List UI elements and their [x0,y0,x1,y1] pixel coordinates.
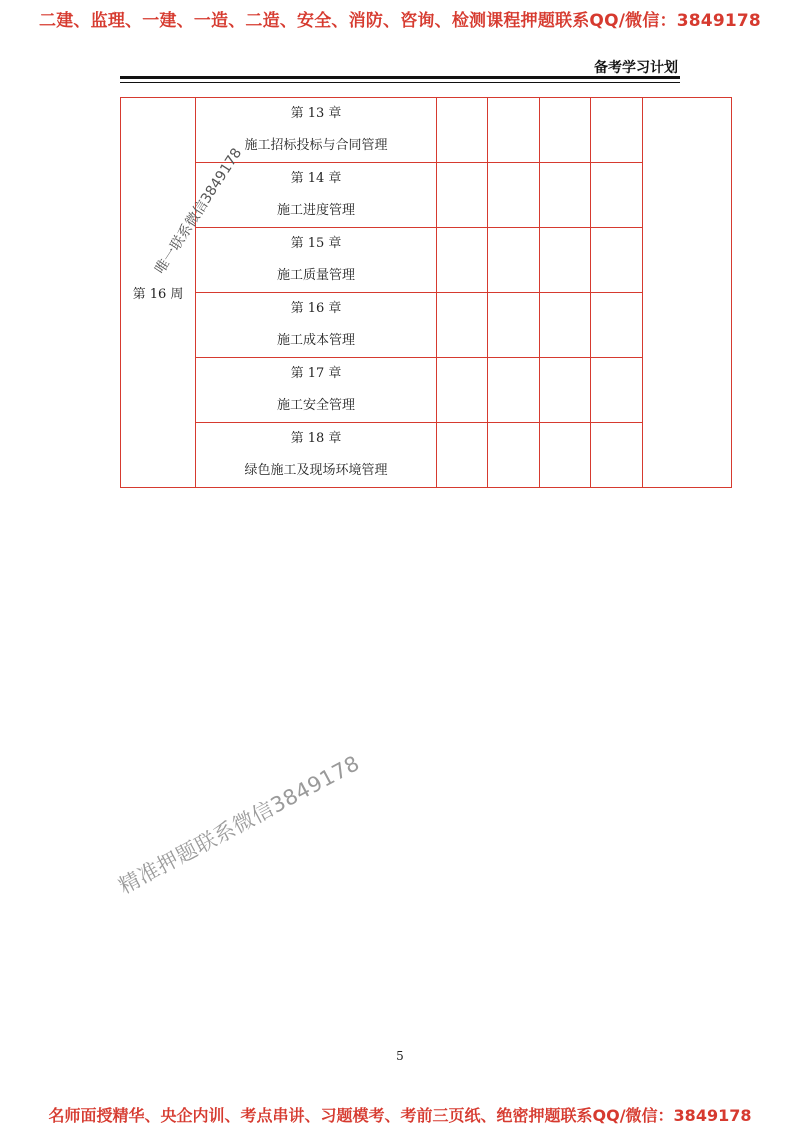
chapter-title: 施工安全管理 [276,398,355,413]
empty-check-cell [540,228,591,293]
document-title: 备考学习计划 [594,60,678,76]
chapter-number: 第 16 章 [290,301,342,316]
table-row [121,293,732,358]
table-row [121,423,732,488]
empty-check-cell [488,98,540,163]
week-cell: 第 16 周 [121,98,196,488]
empty-check-cell [540,423,591,488]
empty-check-cell [488,228,540,293]
empty-check-cell [437,358,488,423]
watermark-small: 唯一联系微信3849178 [152,145,246,277]
empty-check-cell [488,423,540,488]
empty-check-cell [437,163,488,228]
empty-check-cell [488,163,540,228]
header-rule-thin [120,82,680,83]
chapter-cell [196,293,437,358]
empty-check-cell [540,358,591,423]
chapter-number: 第 17 章 [290,366,342,381]
table-row [121,358,732,423]
watermark-large: 精准押题联系微信3849178 [114,750,364,899]
empty-check-cell [591,98,643,163]
empty-check-cell [437,293,488,358]
empty-check-cell [591,358,643,423]
chapter-number: 第 15 章 [290,236,342,251]
chapter-title: 施工成本管理 [276,333,355,348]
chapter-title: 绿色施工及现场环境管理 [244,463,388,478]
header-promo-banner: 二建、监理、一建、一造、二造、安全、消防、咨询、检测课程押题联系QQ/微信：3849178 [39,11,761,31]
chapter-title: 施工进度管理 [276,203,355,218]
chapter-number: 第 18 章 [290,431,342,446]
empty-check-cell [591,163,643,228]
chapter-title: 施工招标投标与合同管理 [244,138,388,153]
study-plan-table [120,97,732,488]
empty-check-cell [437,228,488,293]
chapter-number: 第 13 章 [290,106,342,121]
table-row [121,228,732,293]
notes-cell [643,98,732,488]
empty-check-cell [591,228,643,293]
empty-check-cell [437,423,488,488]
empty-check-cell [540,163,591,228]
chapter-title: 施工质量管理 [276,268,355,283]
empty-check-cell [540,293,591,358]
chapter-cell [196,358,437,423]
empty-check-cell [488,358,540,423]
header-rule-thick [120,76,680,79]
chapter-number: 第 14 章 [290,171,342,186]
empty-check-cell [591,423,643,488]
empty-check-cell [540,98,591,163]
page-number: 5 [396,1049,404,1063]
empty-check-cell [591,293,643,358]
empty-check-cell [488,293,540,358]
chapter-cell [196,423,437,488]
empty-check-cell [437,98,488,163]
footer-promo-banner: 名师面授精华、央企内训、考点串讲、习题模考、考前三页纸、绝密押题联系QQ/微信：3849178 [48,1106,752,1125]
chapter-cell [196,228,437,293]
table-row [121,98,732,163]
